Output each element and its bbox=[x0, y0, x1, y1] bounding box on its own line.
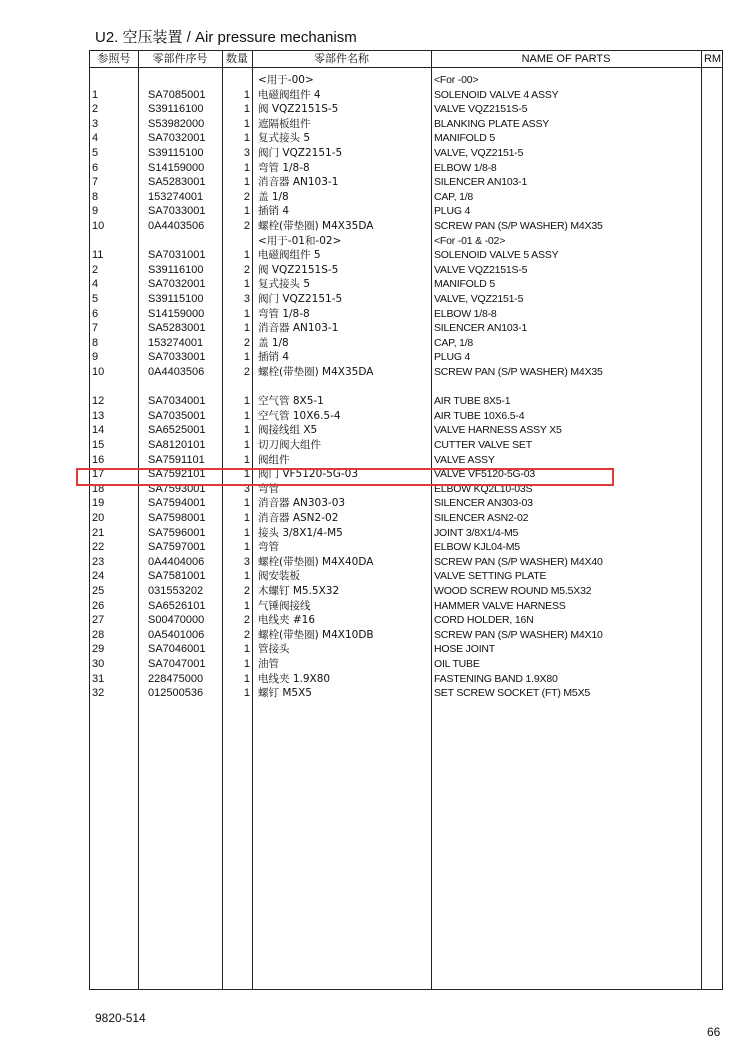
quantity-cell: 1 bbox=[243, 497, 250, 510]
ref-cell: 12 bbox=[92, 395, 105, 408]
quantity-cell: 1 bbox=[243, 658, 250, 670]
table-row bbox=[90, 248, 722, 263]
quantity-cell: 1 bbox=[243, 643, 250, 656]
part-number-cell: SA7581001 bbox=[148, 570, 206, 583]
header-part-no: 零部件序号 bbox=[152, 53, 208, 65]
chinese-name-cell: 电磁阀组件 4 bbox=[258, 88, 321, 101]
ref-cell: 13 bbox=[92, 409, 105, 422]
table-row bbox=[90, 102, 722, 117]
english-name-cell: SCREW PAN (S/P WASHER) M4X35 bbox=[434, 220, 603, 232]
ref-cell: 6 bbox=[92, 307, 99, 320]
chinese-name-cell: 盖 1/8 bbox=[258, 336, 289, 349]
ref-cell: 21 bbox=[92, 526, 105, 539]
chinese-name-cell: 阀 VQZ2151S-5 bbox=[258, 263, 339, 276]
english-name-cell: CUTTER VALVE SET bbox=[434, 439, 532, 451]
part-number-cell: SA7033001 bbox=[148, 351, 206, 364]
part-number-cell: SA7032001 bbox=[148, 132, 206, 145]
quantity-cell: 3 bbox=[243, 482, 250, 495]
quantity-cell: 1 bbox=[243, 439, 250, 451]
part-number-cell: SA7594001 bbox=[148, 497, 206, 510]
english-name-cell: MANIFOLD 5 bbox=[434, 132, 496, 145]
table-row bbox=[90, 131, 722, 146]
quantity-cell: 2 bbox=[243, 585, 250, 597]
ref-cell: 1 bbox=[92, 88, 99, 101]
english-name-cell: VALVE, VQZ2151-5 bbox=[434, 293, 524, 305]
page-number: 66 bbox=[707, 1025, 721, 1039]
part-number-cell: SA7046001 bbox=[148, 643, 206, 656]
part-number-cell: SA7596001 bbox=[148, 526, 206, 539]
english-name-cell: MANIFOLD 5 bbox=[434, 278, 496, 291]
english-name-cell: SOLENOID VALVE 5 ASSY bbox=[434, 249, 559, 262]
table-row bbox=[90, 555, 722, 570]
english-name-cell: BLANKING PLATE ASSY bbox=[434, 117, 550, 130]
ref-cell: 4 bbox=[92, 132, 99, 145]
english-name-cell: VALVE VQZ2151S-5 bbox=[434, 263, 528, 276]
quantity-cell: 1 bbox=[243, 205, 250, 218]
quantity-cell: 2 bbox=[243, 336, 250, 349]
part-number-cell: 153274001 bbox=[148, 336, 204, 349]
part-number-cell: SA7592101 bbox=[148, 468, 206, 481]
quantity-cell: 3 bbox=[243, 147, 250, 159]
table-row bbox=[90, 628, 722, 643]
table-row bbox=[90, 321, 722, 336]
english-name-cell: CAP, 1/8 bbox=[434, 336, 474, 349]
chinese-name-cell: 复式接头 5 bbox=[258, 278, 311, 291]
chinese-name-cell: 弯管 bbox=[258, 541, 279, 554]
ref-cell: 5 bbox=[92, 147, 99, 159]
quantity-cell: 1 bbox=[243, 395, 250, 408]
header-rm: RM bbox=[703, 53, 722, 65]
table-row bbox=[90, 657, 722, 672]
ref-cell: 30 bbox=[92, 658, 105, 670]
english-name-cell: AIR TUBE 8X5-1 bbox=[434, 395, 511, 408]
part-number-cell bbox=[148, 73, 218, 88]
ref-cell: 18 bbox=[92, 482, 105, 495]
chinese-name-cell: 消音器 AN303-03 bbox=[258, 497, 346, 510]
quantity-cell: 1 bbox=[243, 176, 250, 189]
table-row bbox=[90, 380, 722, 395]
part-number-cell: SA7598001 bbox=[148, 512, 206, 524]
chinese-name-cell: 螺栓(带垫圈) M4X35DA bbox=[258, 366, 374, 378]
page-title: U2. 空压装置 / Air pressure mechanism bbox=[95, 29, 357, 46]
header-name-en: NAME OF PARTS bbox=[521, 53, 611, 65]
ref-cell: 6 bbox=[92, 161, 99, 174]
quantity-cell: 1 bbox=[243, 351, 250, 364]
part-number-cell: SA8120101 bbox=[148, 439, 206, 451]
english-name-cell: SET SCREW SOCKET (FT) M5X5 bbox=[434, 687, 591, 700]
quantity-cell: 1 bbox=[243, 161, 250, 174]
quantity-cell: 1 bbox=[243, 526, 250, 539]
quantity-cell: 1 bbox=[243, 512, 250, 524]
table-row bbox=[90, 365, 722, 380]
table-row bbox=[90, 526, 722, 541]
ref-cell: 2 bbox=[92, 103, 99, 116]
part-number-cell: 031553202 bbox=[148, 585, 204, 597]
quantity-cell: 1 bbox=[243, 132, 250, 145]
ref-cell: 29 bbox=[92, 643, 105, 656]
ref-cell: 22 bbox=[92, 541, 105, 554]
ref-cell: 2 bbox=[92, 263, 99, 276]
english-name-cell: VALVE VF5120-5G-03 bbox=[434, 468, 536, 481]
english-name-cell: SILENCER AN103-1 bbox=[434, 176, 528, 189]
table-row bbox=[90, 146, 722, 161]
table-row bbox=[90, 190, 722, 205]
table-row bbox=[90, 511, 722, 526]
ref-cell: 11 bbox=[92, 249, 104, 262]
english-name-cell: VALVE VQZ2151S-5 bbox=[434, 103, 528, 116]
table-row bbox=[90, 672, 722, 687]
quantity-cell bbox=[230, 234, 250, 249]
english-name-cell: VALVE ASSY bbox=[434, 453, 495, 466]
chinese-name-cell: 木螺钉 M5.5X32 bbox=[258, 585, 340, 597]
english-name-cell: CORD HOLDER, 16N bbox=[434, 614, 534, 627]
ref-cell: 16 bbox=[92, 453, 105, 466]
english-name-cell: PLUG 4 bbox=[434, 351, 471, 364]
part-number-cell: SA7035001 bbox=[148, 409, 206, 422]
ref-cell: 24 bbox=[92, 570, 105, 583]
quantity-cell: 2 bbox=[243, 263, 250, 276]
table-row bbox=[90, 496, 722, 511]
quantity-cell: 1 bbox=[243, 117, 250, 130]
english-name-cell: VALVE SETTING PLATE bbox=[434, 570, 547, 583]
ref-cell: 27 bbox=[92, 614, 105, 627]
table-row bbox=[90, 307, 722, 322]
part-number-cell: S14159000 bbox=[148, 307, 205, 320]
ref-cell: 10 bbox=[92, 220, 105, 232]
ref-cell: 20 bbox=[92, 512, 105, 524]
quantity-cell: 2 bbox=[243, 628, 250, 641]
table-row bbox=[90, 263, 722, 278]
part-number-cell: SA5283001 bbox=[148, 322, 206, 335]
english-name-cell: ELBOW 1/8-8 bbox=[434, 307, 497, 320]
quantity-cell: 1 bbox=[243, 541, 250, 554]
quantity-cell: 3 bbox=[243, 293, 250, 305]
quantity-cell: 1 bbox=[243, 322, 250, 335]
quantity-cell: 1 bbox=[243, 278, 250, 291]
quantity-cell: 1 bbox=[243, 468, 250, 481]
table-row bbox=[90, 569, 722, 584]
table-row bbox=[90, 219, 722, 234]
chinese-name-cell: 复式接头 5 bbox=[258, 132, 311, 145]
part-number-cell: S39115100 bbox=[148, 293, 204, 305]
english-name-cell: ELBOW KJL04-M5 bbox=[434, 541, 520, 554]
chinese-name-cell: 螺栓(带垫圈) M4X40DA bbox=[258, 555, 374, 568]
header-ref: 参照号 bbox=[97, 53, 131, 65]
part-number-cell: SA7591101 bbox=[148, 453, 205, 466]
part-number-cell: S39116100 bbox=[148, 263, 204, 276]
quantity-cell: 1 bbox=[243, 103, 250, 116]
ref-cell: 17 bbox=[92, 468, 105, 481]
part-number-cell: SA5283001 bbox=[148, 176, 206, 189]
english-name-cell: FASTENING BAND 1.9X80 bbox=[434, 672, 558, 685]
ref-cell bbox=[92, 380, 138, 395]
ref-cell: 32 bbox=[92, 687, 105, 700]
table-row bbox=[90, 204, 722, 219]
quantity-cell: 2 bbox=[243, 614, 250, 627]
quantity-cell bbox=[230, 380, 250, 395]
quantity-cell bbox=[230, 73, 250, 88]
english-name-cell: ELBOW 1/8-8 bbox=[434, 161, 497, 174]
ref-cell: 14 bbox=[92, 424, 105, 437]
chinese-name-cell: 弯管 bbox=[258, 482, 279, 495]
english-name-cell: PLUG 4 bbox=[434, 205, 471, 218]
ref-cell bbox=[92, 73, 138, 88]
ref-cell: 8 bbox=[92, 336, 99, 349]
chinese-name-cell: 管接头 bbox=[258, 643, 290, 656]
highlight-box bbox=[76, 468, 614, 486]
table-row bbox=[90, 292, 722, 307]
table-row bbox=[90, 438, 722, 453]
ref-cell: 3 bbox=[92, 117, 99, 130]
ref-cell: 31 bbox=[92, 672, 105, 685]
english-name-cell: WOOD SCREW ROUND M5.5X32 bbox=[434, 585, 592, 597]
english-name-cell: AIR TUBE 10X6.5-4 bbox=[434, 409, 525, 422]
part-number-cell: 153274001 bbox=[148, 190, 204, 203]
chinese-name-cell: 消音器 ASN2-02 bbox=[258, 512, 339, 524]
chinese-name-cell: 插销 4 bbox=[258, 351, 290, 364]
table-row bbox=[90, 394, 722, 409]
ref-cell: 4 bbox=[92, 278, 99, 291]
part-number-cell: SA7085001 bbox=[148, 88, 206, 101]
chinese-name-cell: 螺钉 M5X5 bbox=[258, 687, 312, 700]
quantity-cell: 1 bbox=[243, 453, 250, 466]
table-row bbox=[90, 409, 722, 424]
chinese-name-cell: 阀 VQZ2151S-5 bbox=[258, 103, 339, 116]
chinese-name-cell: 电线夹 1.9X80 bbox=[258, 672, 331, 685]
chinese-name-cell: 阀安装板 bbox=[258, 570, 300, 583]
english-name-cell: OIL TUBE bbox=[434, 658, 480, 670]
chinese-name-cell: 螺栓(带垫圈) M4X10DB bbox=[258, 628, 374, 641]
quantity-cell: 2 bbox=[243, 190, 250, 203]
part-number-cell: SA7593001 bbox=[148, 482, 206, 495]
chinese-name-cell: <用于-00> bbox=[258, 74, 314, 86]
chinese-name-cell: 切刀阀大组件 bbox=[258, 439, 321, 451]
parts-table bbox=[89, 50, 723, 990]
table-row bbox=[90, 336, 722, 351]
part-number-cell: S39116100 bbox=[148, 103, 204, 116]
chinese-name-cell: 阀接线组 X5 bbox=[258, 424, 318, 437]
quantity-cell: 1 bbox=[243, 687, 250, 700]
quantity-cell: 1 bbox=[243, 570, 250, 583]
part-number-cell: SA6526101 bbox=[148, 599, 206, 612]
part-number-cell: S00470000 bbox=[148, 614, 205, 627]
english-name-cell: SOLENOID VALVE 4 ASSY bbox=[434, 88, 559, 101]
part-number-cell: 0A4403506 bbox=[148, 220, 205, 232]
ref-cell: 25 bbox=[92, 585, 105, 597]
table-row bbox=[90, 540, 722, 555]
english-name-cell: HOSE JOINT bbox=[434, 643, 496, 656]
chinese-name-cell: 遮隔板组件 bbox=[258, 117, 311, 130]
chinese-name-cell: 阀门 VQZ2151-5 bbox=[258, 147, 343, 159]
ref-cell: 28 bbox=[92, 628, 105, 641]
chinese-name-cell: 空气管 10X6.5-4 bbox=[258, 409, 341, 422]
ref-cell: 26 bbox=[92, 599, 105, 612]
part-number-cell: 012500536 bbox=[148, 687, 204, 700]
part-number-cell bbox=[148, 380, 218, 395]
english-name-cell: HAMMER VALVE HARNESS bbox=[434, 599, 566, 612]
table-row bbox=[90, 584, 722, 599]
chinese-name-cell: 空气管 8X5-1 bbox=[258, 395, 324, 408]
part-number-cell: SA7034001 bbox=[148, 395, 206, 408]
chinese-name-cell: 油管 bbox=[258, 658, 279, 670]
part-number-cell: SA7032001 bbox=[148, 278, 206, 291]
chinese-name-cell: 阀组件 bbox=[258, 453, 290, 466]
english-name-cell: VALVE HARNESS ASSY X5 bbox=[434, 424, 562, 437]
english-name-cell: ELBOW KQ2L10-03S bbox=[434, 482, 533, 495]
part-number-cell: 0A4403506 bbox=[148, 366, 205, 378]
part-number-cell: SA7033001 bbox=[148, 205, 206, 218]
part-number-cell: SA7597001 bbox=[148, 541, 206, 554]
english-name-cell: CAP, 1/8 bbox=[434, 190, 474, 203]
header-name-cn: 零部件名称 bbox=[314, 53, 369, 65]
english-name-cell: SILENCER AN103-1 bbox=[434, 322, 528, 335]
quantity-cell: 1 bbox=[243, 409, 250, 422]
ref-cell: 23 bbox=[92, 555, 105, 568]
table-row bbox=[90, 350, 722, 365]
part-number-cell: 0A5401006 bbox=[148, 628, 205, 641]
table-row bbox=[90, 613, 722, 628]
document-code: 9820-514 bbox=[95, 1011, 146, 1025]
ref-cell: 7 bbox=[92, 322, 99, 335]
ref-cell: 19 bbox=[92, 497, 105, 510]
chinese-name-cell: 接头 3/8X1/4-M5 bbox=[258, 526, 343, 539]
chinese-name-cell: 消音器 AN103-1 bbox=[258, 176, 339, 189]
ref-cell: 8 bbox=[92, 190, 99, 203]
table-row bbox=[90, 73, 722, 88]
table-row bbox=[90, 277, 722, 292]
table-row bbox=[90, 423, 722, 438]
part-number-cell: S14159000 bbox=[148, 161, 205, 174]
chinese-name-cell: 阀门 VQZ2151-5 bbox=[258, 293, 343, 305]
table-row bbox=[90, 599, 722, 614]
quantity-cell: 3 bbox=[243, 555, 250, 568]
table-row bbox=[90, 234, 722, 249]
quantity-cell: 1 bbox=[243, 599, 250, 612]
quantity-cell: 1 bbox=[243, 88, 250, 101]
table-row bbox=[90, 642, 722, 657]
ref-cell bbox=[92, 234, 138, 249]
part-number-cell: 0A4404006 bbox=[148, 555, 205, 568]
english-name-cell: SILENCER AN303-03 bbox=[434, 497, 533, 510]
english-name-cell: JOINT 3/8X1/4-M5 bbox=[434, 526, 519, 539]
chinese-name-cell: 消音器 AN103-1 bbox=[258, 322, 339, 335]
chinese-name-cell bbox=[258, 380, 430, 395]
part-number-cell bbox=[148, 234, 218, 249]
quantity-cell: 1 bbox=[243, 307, 250, 320]
chinese-name-cell: 电线夹 #16 bbox=[258, 614, 315, 627]
chinese-name-cell: 弯管 1/8-8 bbox=[258, 161, 310, 174]
table-row bbox=[90, 117, 722, 132]
english-name-cell: SCREW PAN (S/P WASHER) M4X35 bbox=[434, 366, 603, 378]
table-row bbox=[90, 161, 722, 176]
part-number-cell: 228475000 bbox=[148, 672, 204, 685]
ref-cell: 9 bbox=[92, 351, 99, 364]
part-number-cell: SA6525001 bbox=[148, 424, 206, 437]
quantity-cell: 1 bbox=[243, 672, 250, 685]
english-name-cell: SILENCER ASN2-02 bbox=[434, 512, 529, 524]
chinese-name-cell: 电磁阀组件 5 bbox=[258, 249, 321, 262]
ref-cell: 9 bbox=[92, 205, 99, 218]
english-name-cell: <For -01 & -02> bbox=[434, 234, 506, 247]
chinese-name-cell: 插销 4 bbox=[258, 205, 290, 218]
chinese-name-cell: 螺栓(带垫圈) M4X35DA bbox=[258, 220, 374, 232]
table-row bbox=[90, 686, 722, 701]
table-row bbox=[90, 453, 722, 468]
english-name-cell: SCREW PAN (S/P WASHER) M4X40 bbox=[434, 555, 603, 568]
quantity-cell: 1 bbox=[243, 424, 250, 437]
header-divider bbox=[90, 67, 722, 68]
table-row bbox=[90, 88, 722, 103]
table-row bbox=[90, 175, 722, 190]
english-name-cell bbox=[434, 380, 696, 395]
quantity-cell: 2 bbox=[243, 220, 250, 232]
chinese-name-cell: 阀门 VF5120-5G-03 bbox=[258, 468, 359, 481]
quantity-cell: 1 bbox=[243, 249, 250, 262]
ref-cell: 15 bbox=[92, 439, 105, 451]
part-number-cell: SA7047001 bbox=[148, 658, 206, 670]
ref-cell: 7 bbox=[92, 176, 99, 189]
chinese-name-cell: 气锤阀接线 bbox=[258, 599, 311, 612]
chinese-name-cell: 盖 1/8 bbox=[258, 190, 289, 203]
part-number-cell: S53982000 bbox=[148, 117, 205, 130]
part-number-cell: SA7031001 bbox=[148, 249, 206, 262]
chinese-name-cell: <用于-01和-02> bbox=[258, 234, 342, 247]
ref-cell: 10 bbox=[92, 366, 105, 378]
part-number-cell: S39115100 bbox=[148, 147, 204, 159]
english-name-cell: <For -00> bbox=[434, 74, 479, 86]
ref-cell: 5 bbox=[92, 293, 99, 305]
quantity-cell: 2 bbox=[243, 366, 250, 378]
english-name-cell: VALVE, VQZ2151-5 bbox=[434, 147, 524, 159]
english-name-cell: SCREW PAN (S/P WASHER) M4X10 bbox=[434, 628, 603, 641]
header-qty: 数量 bbox=[226, 53, 248, 65]
chinese-name-cell: 弯管 1/8-8 bbox=[258, 307, 310, 320]
